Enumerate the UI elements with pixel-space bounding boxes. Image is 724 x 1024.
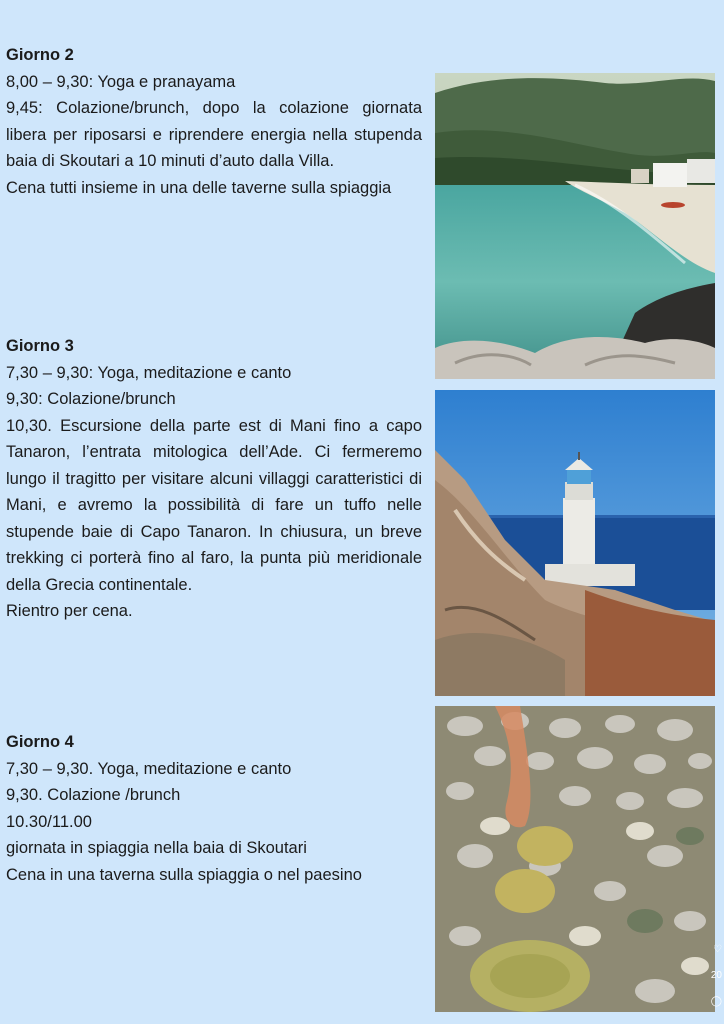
day-3-line-2: 9,30: Colazione/brunch [6,390,176,408]
day-3-title: Giorno 3 [6,337,74,355]
day-4-title: Giorno 4 [6,733,74,751]
pebbles-illustration [435,706,715,1012]
heart-icon[interactable]: ♡ [713,944,722,955]
day-4-line-1: 7,30 – 9,30. Yoga, meditazione e canto [6,759,292,778]
day-4-line-4: giornata in spiaggia nella baia di Skoutari [6,839,307,857]
day-2-section [6,42,422,201]
day-2-line-3: Cena tutti insieme in una delle taverne sulla spiaggia [6,178,392,197]
day-3-section [6,333,422,625]
day-4-line-2: 9,30. Colazione /brunch [6,786,181,804]
bay-illustration [435,73,715,379]
like-count: 20 [710,970,722,981]
day-2-line-1: 8,00 – 9,30: Yoga e pranayama [6,72,236,91]
lighthouse-illustration [435,390,715,696]
day-3-line-4: Rientro per cena. [6,602,133,620]
lighthouse-photo [435,390,715,696]
day-3-line-1: 7,30 – 9,30: Yoga, meditazione e canto [6,363,292,382]
comment-icon[interactable]: ◯ [710,996,722,1007]
day-4-line-3: 10.30/11.00 [6,812,92,831]
pebbles-photo [435,706,715,1012]
bay-photo [435,73,715,379]
day-4-line-5: Cena in una taverna sulla spiaggia o nel paesino [6,865,362,884]
day-2-line-2: 9,45: Colazione/brunch, dopo la colazione giornata libera per riposarsi e riprendere energia nella stupenda baia di Skoutari a 10 minuti d’auto dalla Villa. [6,99,422,170]
day-2-title: Giorno 2 [6,46,74,64]
day-3-line-3: 10,30. Escursione della parte est di Mani fino a capo Tanaron, l’entrata mitologica dell’Ade. Ci fermeremo lungo il tragitto per visitare alcuni villaggi caratteristici di Mani, e avremo la possibilità di fare un tuffo nelle stupende baie di Capo Tanaron. In chiusura, un breve trekking ci porterà fino al faro, la punta più meridionale della Grecia continentale. [6,416,422,594]
day-4-section [6,729,422,888]
